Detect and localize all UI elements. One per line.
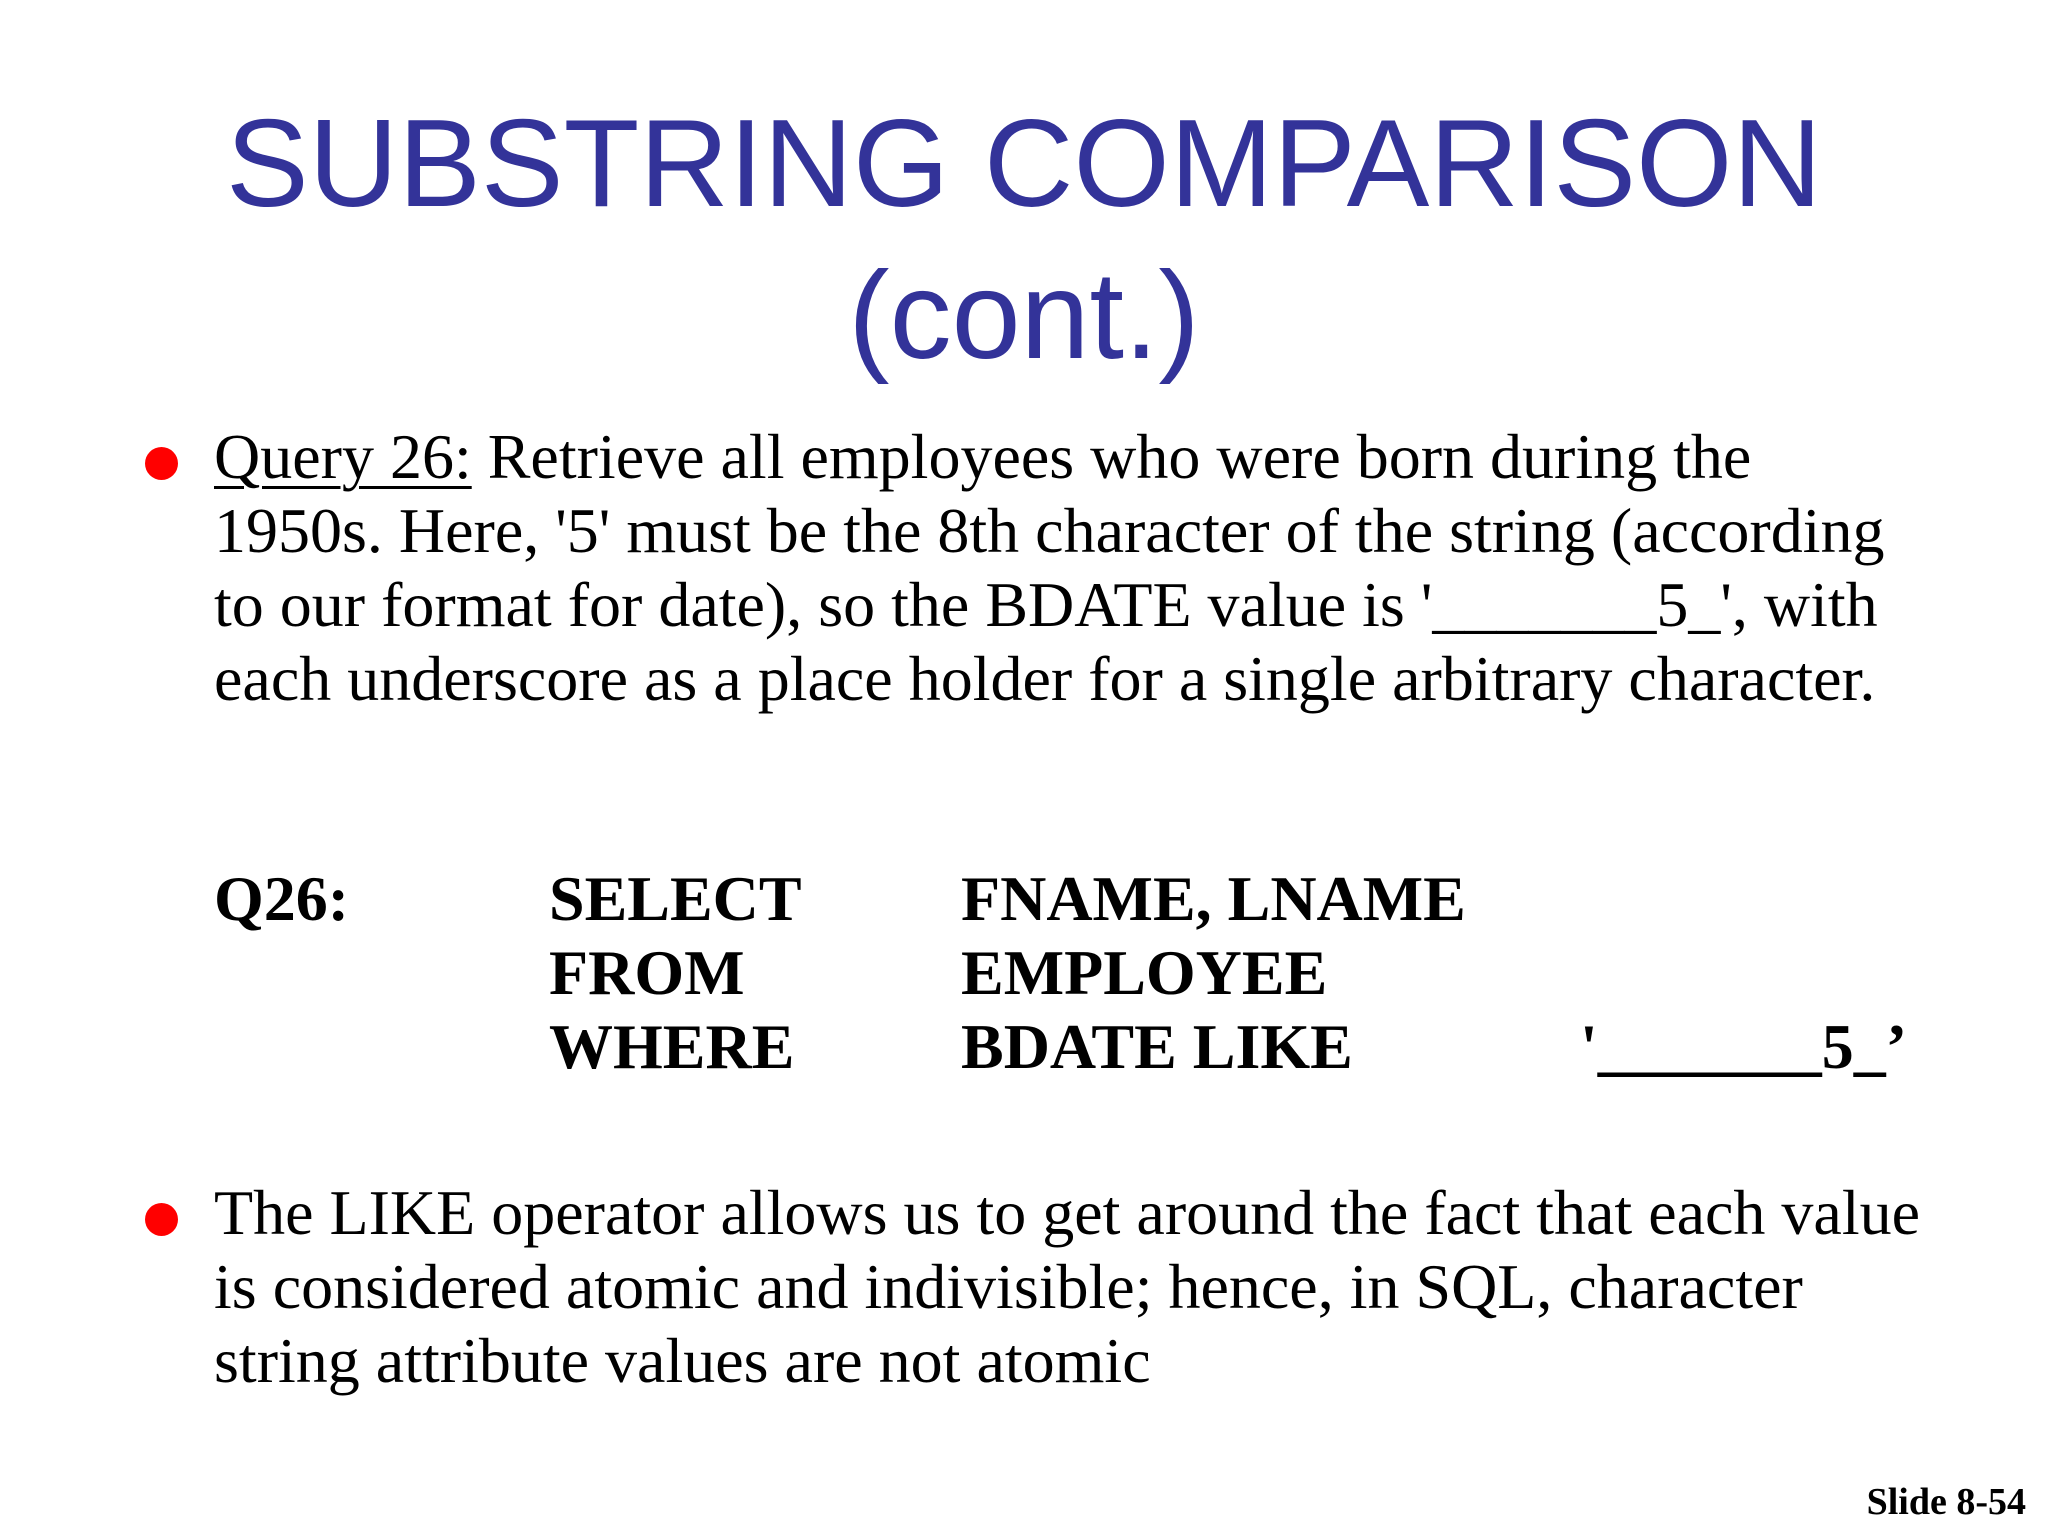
sql-keyword-select: SELECT [549,863,802,934]
bullet-paragraph-1 [214,420,1934,716]
sql-clause-where: BDATE LIKE [961,1011,1353,1082]
sql-keyword-where: WHERE [549,1011,795,1082]
bullet-dot-2 [145,1203,178,1236]
slide-number: Slide 8-54 [1866,1481,2026,1523]
slide-title-line-2: (cont.) [848,247,1200,385]
slide-title-line-1: SUBSTRING COMPARISON [225,95,1823,233]
query-26-description: Retrieve all employees who were born during the 1950s. Here, '5' must be the 8th character of the string (according to our format for date), so the BDATE value is '_______5_', with each underscore as a place holder for a single arbitrary character. [214,421,1885,714]
slide-title [0,88,2048,392]
sql-like-pattern: '_______5_’ [1580,1011,1908,1082]
sql-keyword-from: FROM [549,937,745,1008]
query-name: Q26: [214,863,350,934]
bullet-paragraph-2: The LIKE operator allows us to get around the fact that each value is considered atomic and indivisible; hence, in SQL, character string attribute values are not atomic [214,1177,1920,1396]
bullet-dot-1 [145,447,178,480]
sql-clause-select: FNAME, LNAME [961,863,1466,934]
query-26-label: Query 26: [214,421,472,492]
sql-clause-from: EMPLOYEE [961,937,1328,1008]
